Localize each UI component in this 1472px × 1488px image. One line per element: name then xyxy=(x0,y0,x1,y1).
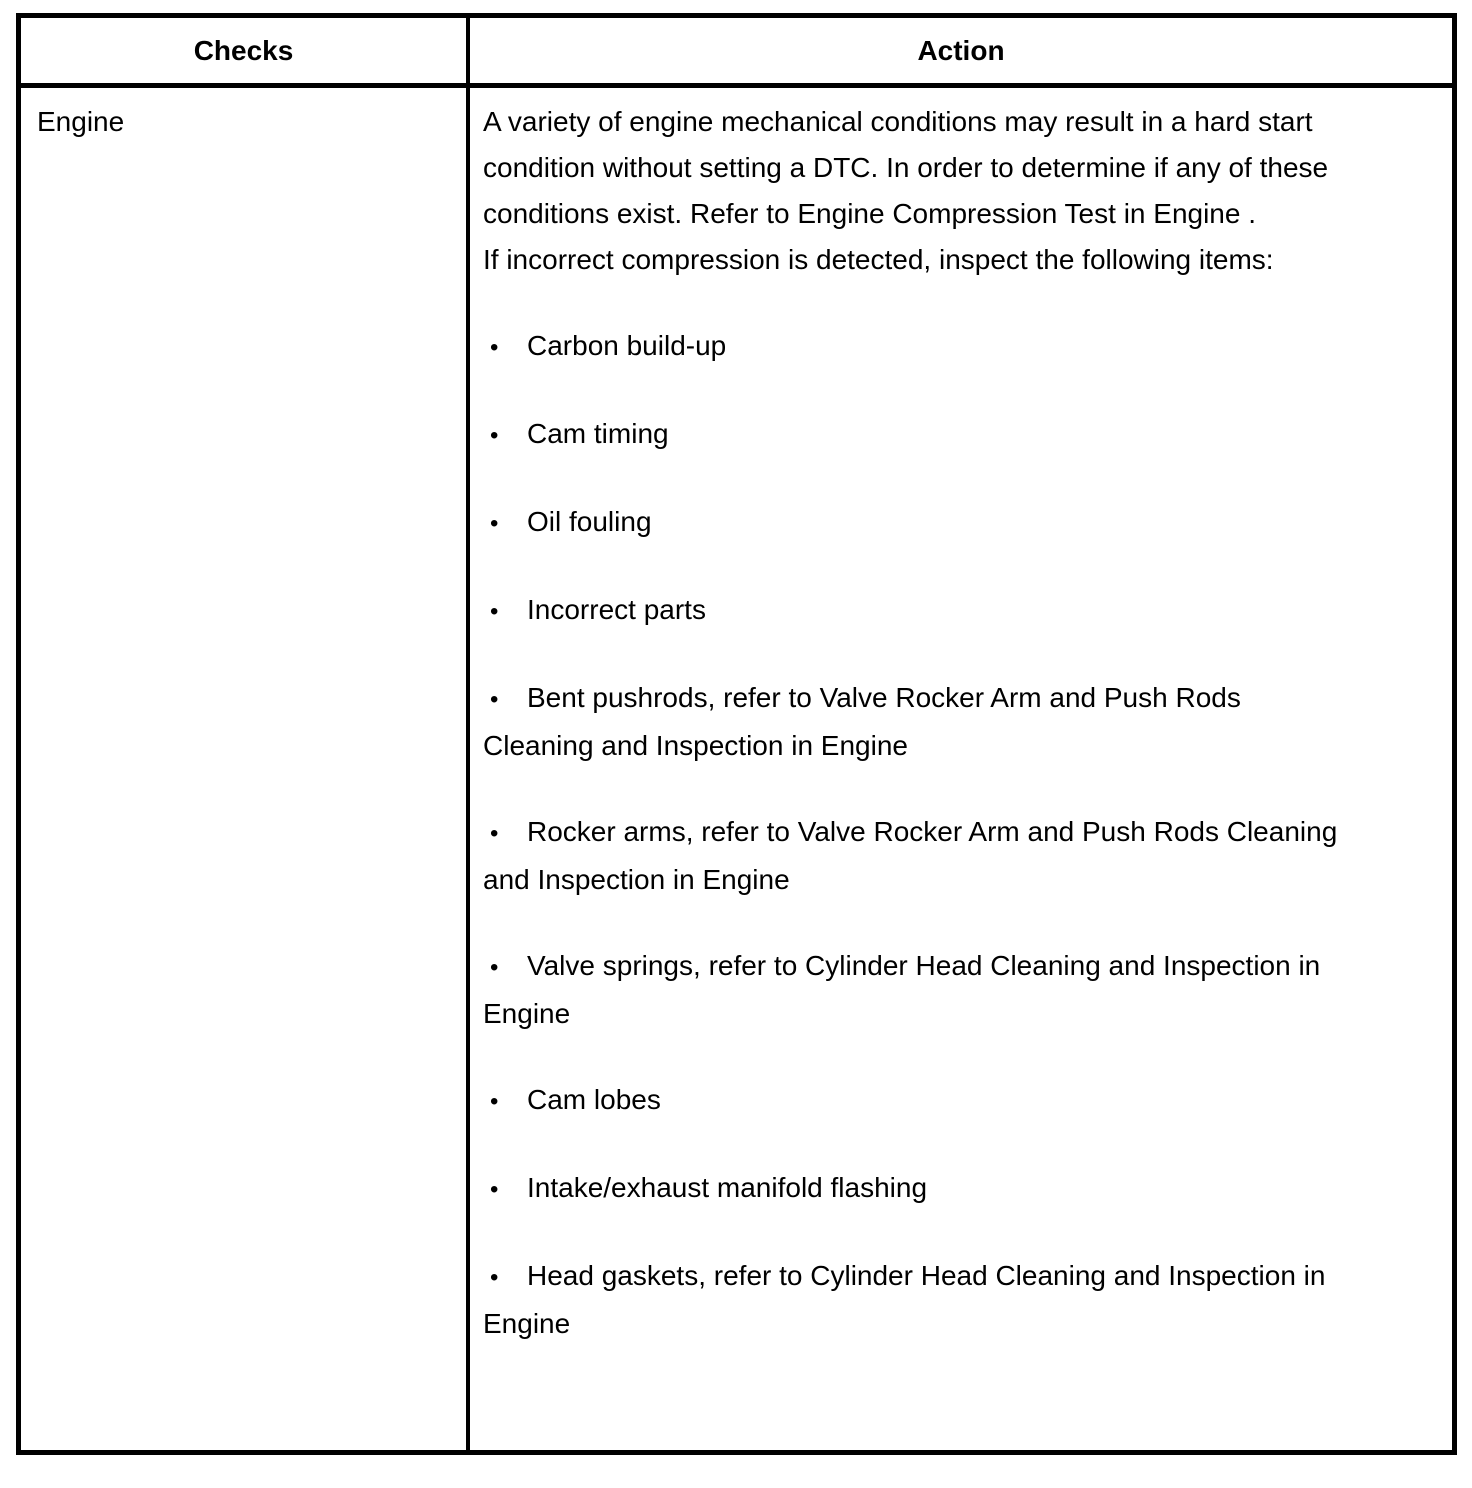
bullet-icon: • xyxy=(490,820,499,847)
bullet-first-line xyxy=(483,1165,1437,1213)
bullet-text: Carbon build-up xyxy=(527,330,727,361)
bullet-item xyxy=(483,675,1437,769)
paragraph-line: A variety of engine mechanical conditions may result in a hard start xyxy=(483,106,1313,137)
checks-cell xyxy=(21,88,470,1450)
bullet-item xyxy=(483,1253,1437,1347)
bullet-item xyxy=(483,587,1437,635)
bullet-text: Intake/exhaust manifold flashing xyxy=(527,1172,928,1203)
bullet-icon: • xyxy=(490,1176,499,1203)
bullet-icon: • xyxy=(490,510,499,537)
bullet-text: Incorrect parts xyxy=(527,594,706,625)
bullet-item xyxy=(483,1077,1437,1125)
bullet-icon: • xyxy=(490,1264,499,1291)
bullet-text: Cam timing xyxy=(527,418,669,449)
bullet-icon: • xyxy=(490,422,499,449)
column-header-checks: Checks xyxy=(21,18,470,83)
bullet-first-line xyxy=(483,587,1437,635)
bullet-item xyxy=(483,411,1437,459)
bullet-item xyxy=(483,323,1437,371)
bullet-continuation-line: Engine xyxy=(483,998,571,1029)
bullet-continuation-line: Engine xyxy=(483,1308,571,1339)
bullet-item xyxy=(483,1165,1437,1213)
bullet-icon: • xyxy=(490,686,499,713)
bullet-text: Valve springs, refer to Cylinder Head Cleaning and Inspection in xyxy=(527,950,1321,981)
action-paragraph xyxy=(483,99,1437,283)
bullet-item xyxy=(483,809,1437,903)
action-bullet-list xyxy=(483,323,1437,1347)
bullet-first-line xyxy=(483,411,1437,459)
bullet-item xyxy=(483,499,1437,547)
table-header-row xyxy=(21,18,1452,88)
paragraph-line: condition without setting a DTC. In order to determine if any of these xyxy=(483,152,1329,183)
bullet-icon: • xyxy=(490,598,499,625)
bullet-item xyxy=(483,943,1437,1037)
bullet-first-line xyxy=(483,499,1437,547)
paragraph-line: If incorrect compression is detected, inspect the following items: xyxy=(483,244,1274,275)
table-row xyxy=(21,88,1452,1450)
bullet-first-line xyxy=(483,675,1437,723)
bullet-text: Oil fouling xyxy=(527,506,652,537)
bullet-first-line xyxy=(483,1253,1437,1301)
bullet-icon: • xyxy=(490,954,499,981)
bullet-icon: • xyxy=(490,1088,499,1115)
bullet-first-line xyxy=(483,809,1437,857)
bullet-icon: • xyxy=(490,334,499,361)
bullet-first-line xyxy=(483,1077,1437,1125)
column-header-action: Action xyxy=(917,34,1005,66)
bullet-text: Bent pushrods, refer to Valve Rocker Arm and Push Rods xyxy=(527,682,1241,713)
paragraph-line: conditions exist. Refer to Engine Compression Test in Engine . xyxy=(483,198,1257,229)
bullet-text: Cam lobes xyxy=(527,1084,661,1115)
checks-action-table xyxy=(16,13,1457,1455)
bullet-text: Rocker arms, refer to Valve Rocker Arm and Push Rods Cleaning xyxy=(527,816,1338,847)
bullet-text: Head gaskets, refer to Cylinder Head Cleaning and Inspection in xyxy=(527,1260,1326,1291)
bullet-continuation-line: Cleaning and Inspection in Engine xyxy=(483,730,908,761)
bullet-first-line xyxy=(483,943,1437,991)
action-cell xyxy=(470,88,1452,1450)
bullet-first-line xyxy=(483,323,1437,371)
check-label: Engine xyxy=(37,106,125,137)
bullet-continuation-line: and Inspection in Engine xyxy=(483,864,790,895)
